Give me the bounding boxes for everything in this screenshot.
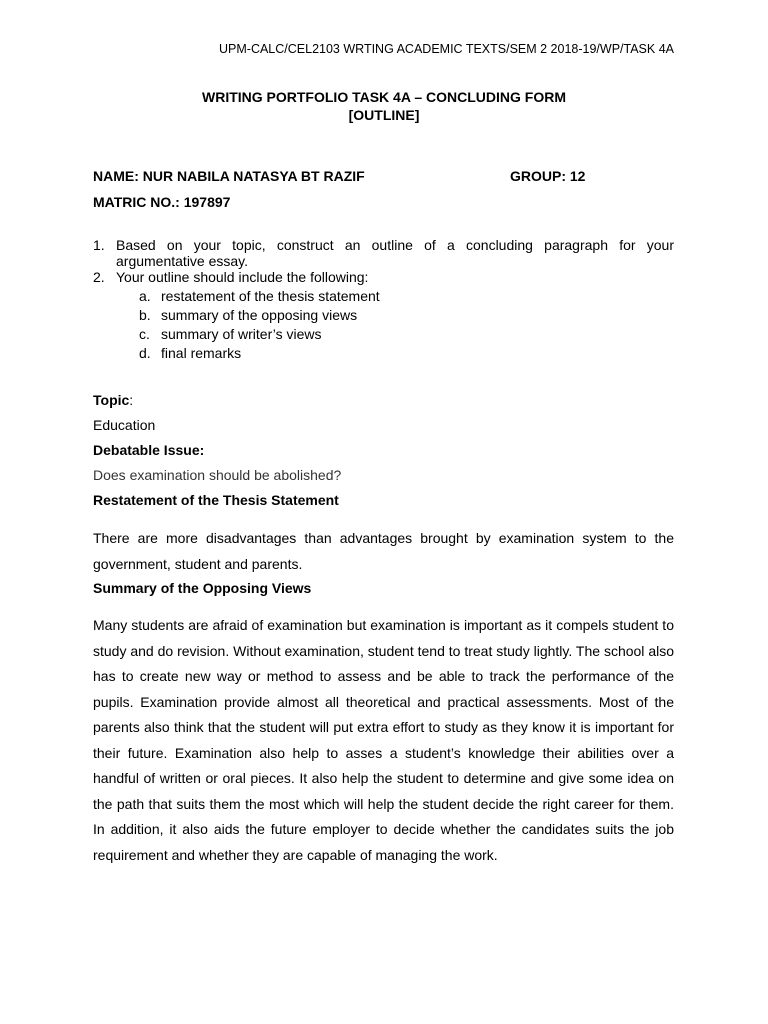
opposing-views-paragraph: Many students are afraid of examination but examination is important as it compels student to study and do revision. Without examination, student tend to treat study lightly. The school also has to create new way or method to assess and be able to track the performance of the pupils. Examination provide almost all theoretical and practical assessments. Most of the parents also think that the student will put extra effort to study as they know it is important for their future. Examination also help to asses a student’s knowledge their abilities over a handful of written or oral pieces. It also help the student to determine and give some idea on the path that suits them the most which will help the student decide the right career for them. In addition, it also aids the future employer to decide whether the candidates suits the job requirement and whether they are capable of managing the work. <box>93 617 674 863</box>
outline-requirements-list <box>139 287 674 363</box>
topic-colon: : <box>129 392 134 408</box>
restatement-heading: Restatement of the Thesis Statement <box>93 492 339 508</box>
requirement-text: summary of writer’s views <box>161 326 322 342</box>
instruction-text: Based on your topic, construct an outline of a concluding paragraph for your argumentative essay. <box>116 237 674 269</box>
topic-value: Education <box>93 417 156 433</box>
instruction-number: 1. <box>93 237 105 253</box>
opposing-views-heading: Summary of the Opposing Views <box>93 580 312 596</box>
instruction-item <box>93 269 674 285</box>
requirement-item <box>139 325 674 344</box>
instruction-item <box>93 237 674 269</box>
requirement-text: final remarks <box>161 345 242 361</box>
requirement-text: restatement of the thesis statement <box>161 288 380 304</box>
form-title-line-1: WRITING PORTFOLIO TASK 4A – CONCLUDING FORM <box>202 89 566 105</box>
requirement-letter: d. <box>139 345 151 361</box>
requirement-item <box>139 344 674 363</box>
instructions-list <box>93 237 674 363</box>
restatement-paragraph: There are more disadvantages than advantages brought by examination system to the government, student and parents. <box>93 530 674 572</box>
instruction-text: Your outline should include the following: <box>116 269 369 285</box>
form-title-line-2: [OUTLINE] <box>348 107 420 123</box>
topic-heading <box>93 392 674 408</box>
requirement-letter: c. <box>139 326 150 342</box>
student-name: NAME: NUR NABILA NATASYA BT RAZIF <box>93 168 365 184</box>
student-group: GROUP: 12 <box>510 168 586 184</box>
instruction-number: 2. <box>93 269 105 285</box>
requirement-text: summary of the opposing views <box>161 307 358 323</box>
debatable-issue-label: Debatable Issue: <box>93 442 205 458</box>
requirement-item <box>139 287 674 306</box>
requirement-letter: b. <box>139 307 151 323</box>
requirement-letter: a. <box>139 288 151 304</box>
debatable-issue-value: Does examination should be abolished? <box>93 467 342 483</box>
topic-label: Topic <box>93 392 130 408</box>
requirement-item <box>139 306 674 325</box>
form-title <box>0 88 768 124</box>
course-reference-header: UPM-CALC/CEL2103 WRTING ACADEMIC TEXTS/SEM 2 2018-19/WP/TASK 4A <box>219 42 674 56</box>
matric-number: MATRIC NO.: 197897 <box>93 194 231 210</box>
